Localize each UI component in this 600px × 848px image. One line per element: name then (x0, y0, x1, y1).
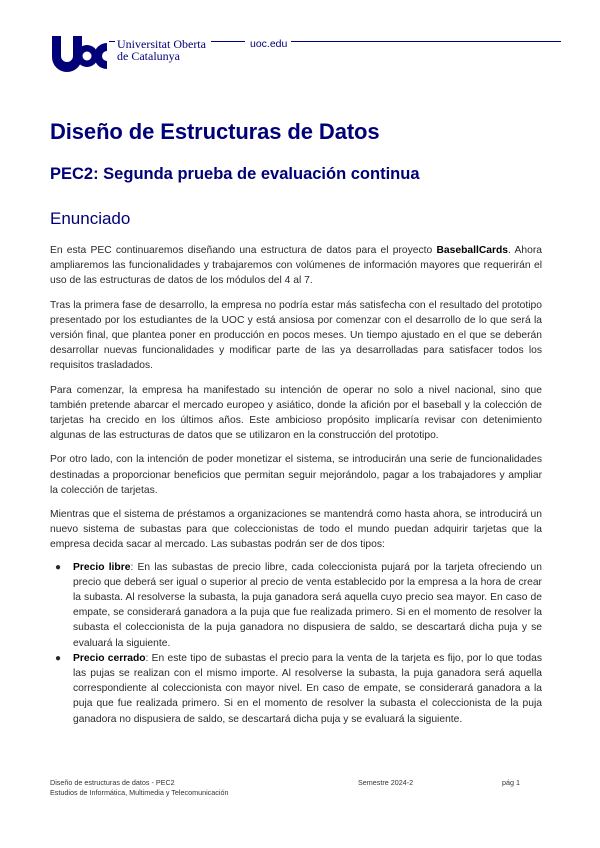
footer-page-number: pág 1 (502, 778, 520, 787)
term-precio-libre: Precio libre (73, 561, 131, 573)
document-body (50, 118, 542, 727)
document-subtitle: PEC2: Segunda prueba de evaluación continua (50, 165, 420, 183)
paragraph-first-phase: Tras la primera fase de desarrollo, la empresa no podría estar más satisfecha con el resultado del prototipo presentado por los estudiantes de la UOC y está ansiosa por comenzar con el desarrollo de lo que será la versión final, que plantea poner en producción en pocos meses. Un tiempo ajustado en el que se deberán desarrollar nuevas funcionalidades y modificar parte de las ya desarrolladas para satisfacer todos los requisitos trasladados. (50, 299, 542, 372)
footer-studies: Estudios de Informática, Multimedia y Telecomunicación (50, 788, 229, 797)
paragraph-monetization: Por otro lado, con la intención de poder monetizar el sistema, se introducirán una serie de funcionalidades destinadas a proporcionar beneficios que permitan seguir mejorándolo, pagar a los trabajadores y ampliar la colección de tarjetas. (50, 454, 542, 496)
footer-semester: Semestre 2024-2 (358, 778, 414, 787)
bullet-icon: ● (55, 561, 62, 573)
uoc-logo (51, 35, 111, 75)
university-url[interactable]: uoc.edu (250, 38, 288, 50)
header-rule-left (109, 41, 115, 42)
term-precio-cerrado: Precio cerrado (73, 652, 146, 664)
auction-types-list (50, 560, 542, 727)
list-item-precio-libre: ● Precio libre: En las subastas de precio libre, cada coleccionista pujará por la tarjeta ofreciendo un precio que deberá ser igual o superior al precio de venta establecido por la empresa a la hora de crear la subasta. Al resolverse la subasta, la puja ganadora será aquella cuyo precio sea mayor. En caso de empate, se considerará ganadora a la puja que fue realizada primero. Si en el momento de resolver la subasta el coleccionista de la puja ganadora no dispusiera de saldo, se descartará dicha puja y se evaluará la siguiente. (55, 561, 542, 649)
list-item-precio-cerrado: ● Precio cerrado: En este tipo de subastas el precio para la venta de la tarjeta es fijo, por lo que todas las pujas se realizan con el mismo importe. Al resolverse la subasta, la puja ganadora será aquella correspondiente al coleccionista con mayor nivel. En caso de empate, se considerará ganadora a la puja que fue realizada primero. Si en el momento de resolver la subasta el coleccionista de la puja ganadora no dispusiera de saldo, se descartará dicha puja y se evaluará la siguiente. (55, 652, 542, 725)
paragraph-intro: En esta PEC continuaremos diseñando una estructura de datos para el proyecto BaseballCards. Ahora ampliaremos las funcionalidades y trabajaremos con volúmenes de información mayores que requerirán el uso de las estructuras de datos de los módulos del 4 al 7. (50, 245, 542, 287)
university-name: Universitat Oberta de Catalunya (117, 37, 206, 63)
paragraph-auctions: Mientras que el sistema de préstamos a organizaciones se mantendrá como hasta ahora, se introducirá un nuevo sistema de subastas para que coleccionistas de todo el mundo puedan adquirir tarjetas que la empresa decida sacar al mercado. Las subastas podrán ser de dos tipos: (50, 509, 542, 551)
project-name: BaseballCards (436, 245, 509, 256)
header-rule-mid (211, 41, 245, 42)
page-header (51, 33, 561, 79)
section-heading: Enunciado (50, 209, 131, 228)
footer-course: Diseño de estructuras de datos - PEC2 (50, 778, 175, 787)
header-rule-right (291, 41, 561, 42)
document-title: Diseño de Estructuras de Datos (50, 119, 380, 144)
paragraph-expansion: Para comenzar, la empresa ha manifestado su intención de operar no solo a nivel nacional, sino que también pretende abarcar el mercado europeo y asiático, donde la afición por el baseball y la colección de tarjetas ha crecido en los últimos años. Este ambicioso propósito implicaría revisar con detenimiento algunas de las estructuras de datos que se utilizaron en la construcción del prototipo. (50, 384, 542, 442)
bullet-icon: ● (55, 652, 62, 664)
